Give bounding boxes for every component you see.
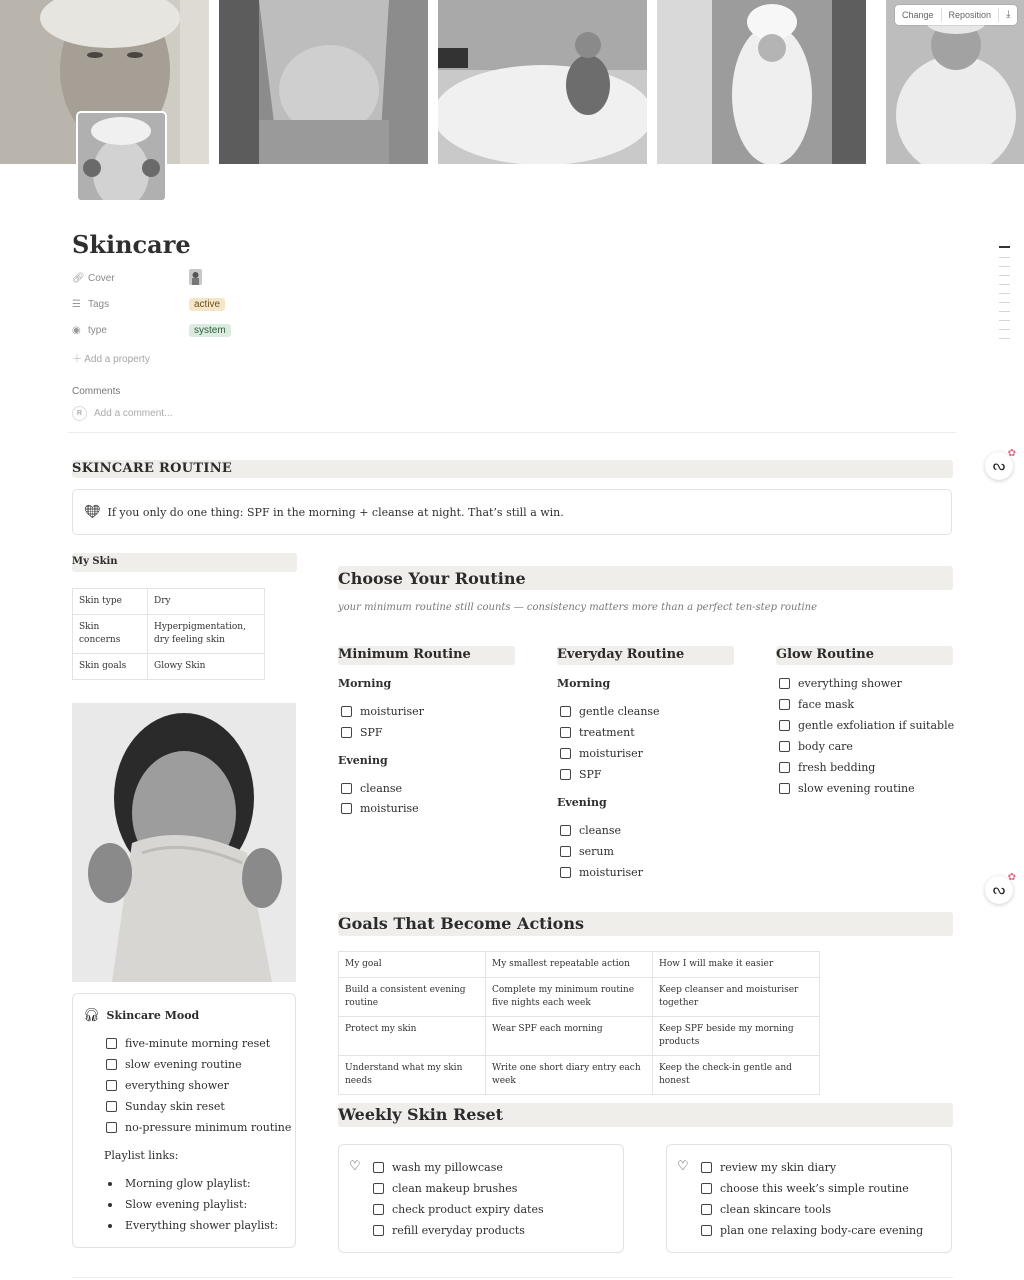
type-value[interactable] — [189, 322, 231, 338]
table-cell[interactable]: Complete my minimum routine five nights each week — [486, 978, 653, 1017]
checkbox-item[interactable] — [341, 705, 424, 718]
list-item — [108, 1198, 247, 1211]
checkbox-item[interactable] — [560, 747, 643, 760]
change-cover-button[interactable]: Change — [902, 10, 934, 20]
property-tags[interactable] — [72, 295, 109, 313]
checkbox-label: check product expiry dates — [392, 1203, 544, 1216]
checkbox[interactable] — [341, 727, 352, 738]
comment-placeholder[interactable]: Add a comment... — [94, 408, 173, 419]
table-cell[interactable]: Glowy Skin — [148, 654, 265, 680]
checkbox-label: treatment — [579, 726, 635, 739]
property-label: Tags — [88, 298, 110, 310]
checkbox[interactable] — [560, 769, 571, 780]
table-cell[interactable]: Protect my skin — [339, 1017, 486, 1056]
table-row — [73, 589, 265, 615]
bullet-dot — [108, 1224, 112, 1228]
checkbox-item[interactable] — [373, 1161, 503, 1174]
checkbox[interactable] — [373, 1162, 384, 1173]
checkbox-item[interactable] — [701, 1182, 909, 1195]
checkbox-label: gentle exfoliation if suitable — [798, 719, 955, 732]
assistant-button[interactable] — [985, 872, 1016, 904]
checkbox[interactable] — [701, 1183, 712, 1194]
column-header[interactable]: How I will make it easier — [653, 952, 820, 978]
property-type[interactable] — [72, 321, 107, 339]
table-header-row — [339, 952, 820, 978]
black-heart-icon: 🖤︎ — [84, 504, 101, 520]
checkbox[interactable] — [106, 1080, 117, 1091]
everyday-routine-heading: Everyday Routine — [557, 647, 685, 662]
checkbox-label: clean skincare tools — [720, 1203, 832, 1216]
checkbox-label: serum — [579, 845, 614, 858]
table-cell[interactable]: Skin goals — [73, 654, 148, 680]
table-row — [73, 615, 265, 654]
tag-system: system — [189, 324, 231, 337]
table-cell[interactable]: Skin type — [73, 589, 148, 615]
checkbox-label: body care — [798, 740, 853, 753]
toc-marker[interactable] — [999, 311, 1010, 312]
cover-photo-mirror — [657, 0, 866, 164]
toc-marker[interactable] — [999, 329, 1010, 330]
checkbox-label: review my skin diary — [720, 1161, 837, 1174]
playlist-link[interactable]: Everything shower playlist: — [125, 1219, 279, 1232]
assistant-face-icon: ᔓ — [992, 882, 1006, 898]
my-skin-table — [72, 588, 265, 680]
morning-label: Morning — [338, 677, 392, 690]
checkbox-item[interactable] — [701, 1203, 831, 1216]
checkbox-label: SPF — [579, 768, 602, 781]
checkbox[interactable] — [560, 727, 571, 738]
user-avatar: R — [72, 406, 87, 421]
heart-outline-icon: ♡ — [349, 1159, 361, 1174]
checkbox-label: everything shower — [125, 1079, 229, 1092]
property-cover[interactable] — [72, 269, 115, 287]
table-row — [339, 1056, 820, 1095]
bullet-dot — [108, 1182, 112, 1186]
assistant-face-icon: ᔓ — [992, 458, 1006, 474]
list-item — [108, 1177, 251, 1190]
checkbox[interactable] — [701, 1204, 712, 1215]
checkbox-item[interactable] — [779, 677, 902, 690]
checkbox-label: face mask — [798, 698, 855, 711]
checkbox[interactable] — [560, 867, 571, 878]
assistant-button[interactable] — [985, 448, 1016, 480]
heart-outline-icon: ♡ — [677, 1159, 689, 1174]
glow-routine-heading: Glow Routine — [776, 647, 875, 662]
checkbox-item[interactable] — [779, 761, 875, 774]
checkbox[interactable] — [779, 678, 790, 689]
checkbox-item[interactable] — [779, 782, 915, 795]
column-header[interactable]: My goal — [339, 952, 486, 978]
property-label: Cover — [88, 272, 115, 284]
table-cell[interactable]: Hyperpigmentation, dry feeling skin — [148, 615, 265, 654]
checkbox-item[interactable] — [106, 1037, 270, 1050]
choose-routine-heading: Choose Your Routine — [338, 569, 526, 588]
tag-active: active — [189, 298, 225, 311]
checkbox[interactable] — [779, 762, 790, 773]
toc-marker-active[interactable] — [999, 246, 1010, 248]
checkbox[interactable] — [373, 1204, 384, 1215]
toc-marker[interactable] — [999, 266, 1010, 267]
add-property-label: Add a property — [84, 354, 150, 365]
goals-table — [338, 951, 820, 1095]
checkbox-label: Sunday skin reset — [125, 1100, 225, 1113]
playlist-link[interactable]: Slow evening playlist: — [125, 1198, 248, 1211]
checkbox-label: moisturiser — [360, 705, 424, 718]
checkbox[interactable] — [373, 1225, 384, 1236]
headphones-icon: 🎧︎ — [83, 1008, 100, 1023]
table-cell[interactable]: Keep SPF beside my morning products — [653, 1017, 820, 1056]
checkbox-label: fresh bedding — [798, 761, 876, 774]
my-skin-heading: My Skin — [72, 556, 118, 567]
column-header[interactable]: My smallest repeatable action — [486, 952, 653, 978]
checkbox-item[interactable] — [779, 740, 853, 753]
checkbox[interactable] — [106, 1101, 117, 1112]
playlist-link[interactable]: Morning glow playlist: — [125, 1177, 251, 1190]
checkbox[interactable] — [779, 783, 790, 794]
playlist-links-label: Playlist links: — [104, 1149, 179, 1162]
checkbox[interactable] — [373, 1183, 384, 1194]
reposition-cover-button[interactable]: Reposition — [948, 10, 992, 20]
table-row — [73, 654, 265, 680]
checkbox[interactable] — [779, 720, 790, 731]
table-row — [339, 1017, 820, 1056]
page-icon-image[interactable] — [78, 113, 165, 200]
checkbox-label: wash my pillowcase — [392, 1161, 503, 1174]
checkbox-item[interactable] — [106, 1100, 225, 1113]
checkbox-item[interactable] — [106, 1121, 291, 1134]
checkbox-item[interactable] — [560, 845, 614, 858]
checkbox[interactable] — [779, 741, 790, 752]
checkbox-item[interactable] — [373, 1182, 517, 1195]
checkbox-label: plan one relaxing body-care evening — [720, 1224, 924, 1237]
checkbox[interactable] — [560, 706, 571, 717]
table-cell[interactable]: Understand what my skin needs — [339, 1056, 486, 1095]
checkbox-item[interactable] — [560, 705, 660, 718]
checkbox-label: slow evening routine — [125, 1058, 242, 1071]
checkbox[interactable] — [106, 1122, 117, 1133]
checkbox-label: clean makeup brushes — [392, 1182, 518, 1195]
minimum-routine-heading: Minimum Routine — [338, 647, 471, 662]
flower-icon: ✿ — [1007, 448, 1016, 459]
choose-routine-subtitle: your minimum routine still counts — consistency matters more than a perfect ten-step routine — [338, 602, 818, 613]
checkbox-item[interactable] — [560, 866, 643, 879]
goals-heading: Goals That Become Actions — [338, 914, 584, 933]
checkbox-item[interactable] — [106, 1079, 229, 1092]
page-title[interactable]: Skincare — [72, 230, 191, 259]
table-cell[interactable]: Write one short diary entry each week — [486, 1056, 653, 1095]
checkbox[interactable] — [341, 803, 352, 814]
checkbox[interactable] — [341, 706, 352, 717]
checkbox-label: cleanse — [579, 824, 621, 837]
checkbox-label: moisturiser — [579, 866, 643, 879]
skincare-routine-heading: SKINCARE ROUTINE — [72, 461, 233, 476]
table-cell[interactable]: Wear SPF each morning — [486, 1017, 653, 1056]
checkbox-label: moisturiser — [579, 747, 643, 760]
checkbox[interactable] — [701, 1162, 712, 1173]
flower-icon: ✿ — [1007, 872, 1016, 883]
checkbox-label: five-minute morning reset — [125, 1037, 271, 1050]
checkbox[interactable] — [106, 1059, 117, 1070]
checkbox-item[interactable] — [341, 726, 383, 739]
divider — [68, 432, 956, 433]
table-cell[interactable]: Build a consistent evening routine — [339, 978, 486, 1017]
checkbox-item[interactable] — [779, 698, 854, 711]
checkbox[interactable] — [560, 825, 571, 836]
checkbox-item[interactable] — [779, 719, 954, 732]
checkbox-item[interactable] — [341, 802, 419, 815]
checkbox-item[interactable] — [341, 782, 402, 795]
table-row — [339, 978, 820, 1017]
toc-marker[interactable] — [999, 293, 1010, 294]
evening-label: Evening — [557, 796, 607, 809]
checkbox-label: gentle cleanse — [579, 705, 660, 718]
cover-controls — [895, 5, 1017, 25]
evening-label: Evening — [338, 754, 388, 767]
toc-marker[interactable] — [999, 302, 1010, 303]
checkbox-label: everything shower — [798, 677, 902, 690]
table-cell[interactable]: Skin concerns — [73, 615, 148, 654]
checkbox-item[interactable] — [373, 1203, 544, 1216]
add-property-button[interactable] — [72, 350, 150, 365]
plus-icon: ＋ — [72, 354, 85, 365]
checkbox-item[interactable] — [560, 726, 635, 739]
skincare-mood-title — [83, 1008, 199, 1023]
checkbox-label: moisturise — [360, 802, 419, 815]
bullet-dot — [108, 1203, 112, 1207]
comment-input-row[interactable] — [72, 406, 172, 421]
callout — [72, 489, 952, 535]
checkbox-label: SPF — [360, 726, 383, 739]
list-item — [108, 1219, 278, 1232]
checkbox-item[interactable] — [373, 1224, 525, 1237]
checkbox-label: slow evening routine — [798, 782, 915, 795]
comments-heading: Comments — [72, 386, 121, 397]
cover-photo-bath — [438, 0, 647, 164]
checkbox-label: cleanse — [360, 782, 402, 795]
toc-marker[interactable] — [999, 284, 1010, 285]
checkbox-label: no-pressure minimum routine — [125, 1121, 292, 1134]
checkbox[interactable] — [779, 699, 790, 710]
checkbox[interactable] — [560, 748, 571, 759]
checkbox-item[interactable] — [701, 1224, 923, 1237]
towel-face-photo — [72, 703, 296, 982]
checkbox-item[interactable] — [106, 1058, 242, 1071]
table-cell[interactable]: Keep the check-in gentle and honest — [653, 1056, 820, 1095]
checkbox-item[interactable] — [701, 1161, 836, 1174]
download-icon[interactable]: ⤓ — [1006, 9, 1011, 20]
checkbox-item[interactable] — [560, 768, 602, 781]
tags-value[interactable] — [189, 296, 225, 312]
checkbox[interactable] — [560, 846, 571, 857]
list-icon: ☰ — [72, 298, 81, 310]
weekly-reset-heading: Weekly Skin Reset — [338, 1105, 504, 1124]
checkbox[interactable] — [341, 783, 352, 794]
mood-heading: Skincare Mood — [106, 1009, 200, 1022]
cover-thumbnail[interactable] — [189, 269, 202, 285]
toc-marker[interactable] — [999, 338, 1010, 339]
table-cell[interactable]: Keep cleanser and moisturiser together — [653, 978, 820, 1017]
checkbox-label: refill everyday products — [392, 1224, 525, 1237]
select-icon: ◉ — [72, 324, 81, 336]
cover-photo-body — [219, 0, 428, 164]
toc-marker[interactable] — [999, 275, 1010, 276]
checkbox-item[interactable] — [560, 824, 621, 837]
table-cell[interactable]: Dry — [148, 589, 265, 615]
divider — [72, 1277, 953, 1278]
callout-text: If you only do one thing: SPF in the morning + cleanse at night. That’s still a win. — [107, 505, 564, 519]
checkbox-label: choose this week’s simple routine — [720, 1182, 909, 1195]
property-label: type — [88, 324, 107, 336]
link-icon: 🔗︎ — [72, 272, 85, 284]
morning-label: Morning — [557, 677, 611, 690]
checkbox[interactable] — [106, 1038, 117, 1049]
checkbox[interactable] — [701, 1225, 712, 1236]
toc-marker[interactable] — [999, 257, 1010, 258]
toc-marker[interactable] — [999, 320, 1010, 321]
